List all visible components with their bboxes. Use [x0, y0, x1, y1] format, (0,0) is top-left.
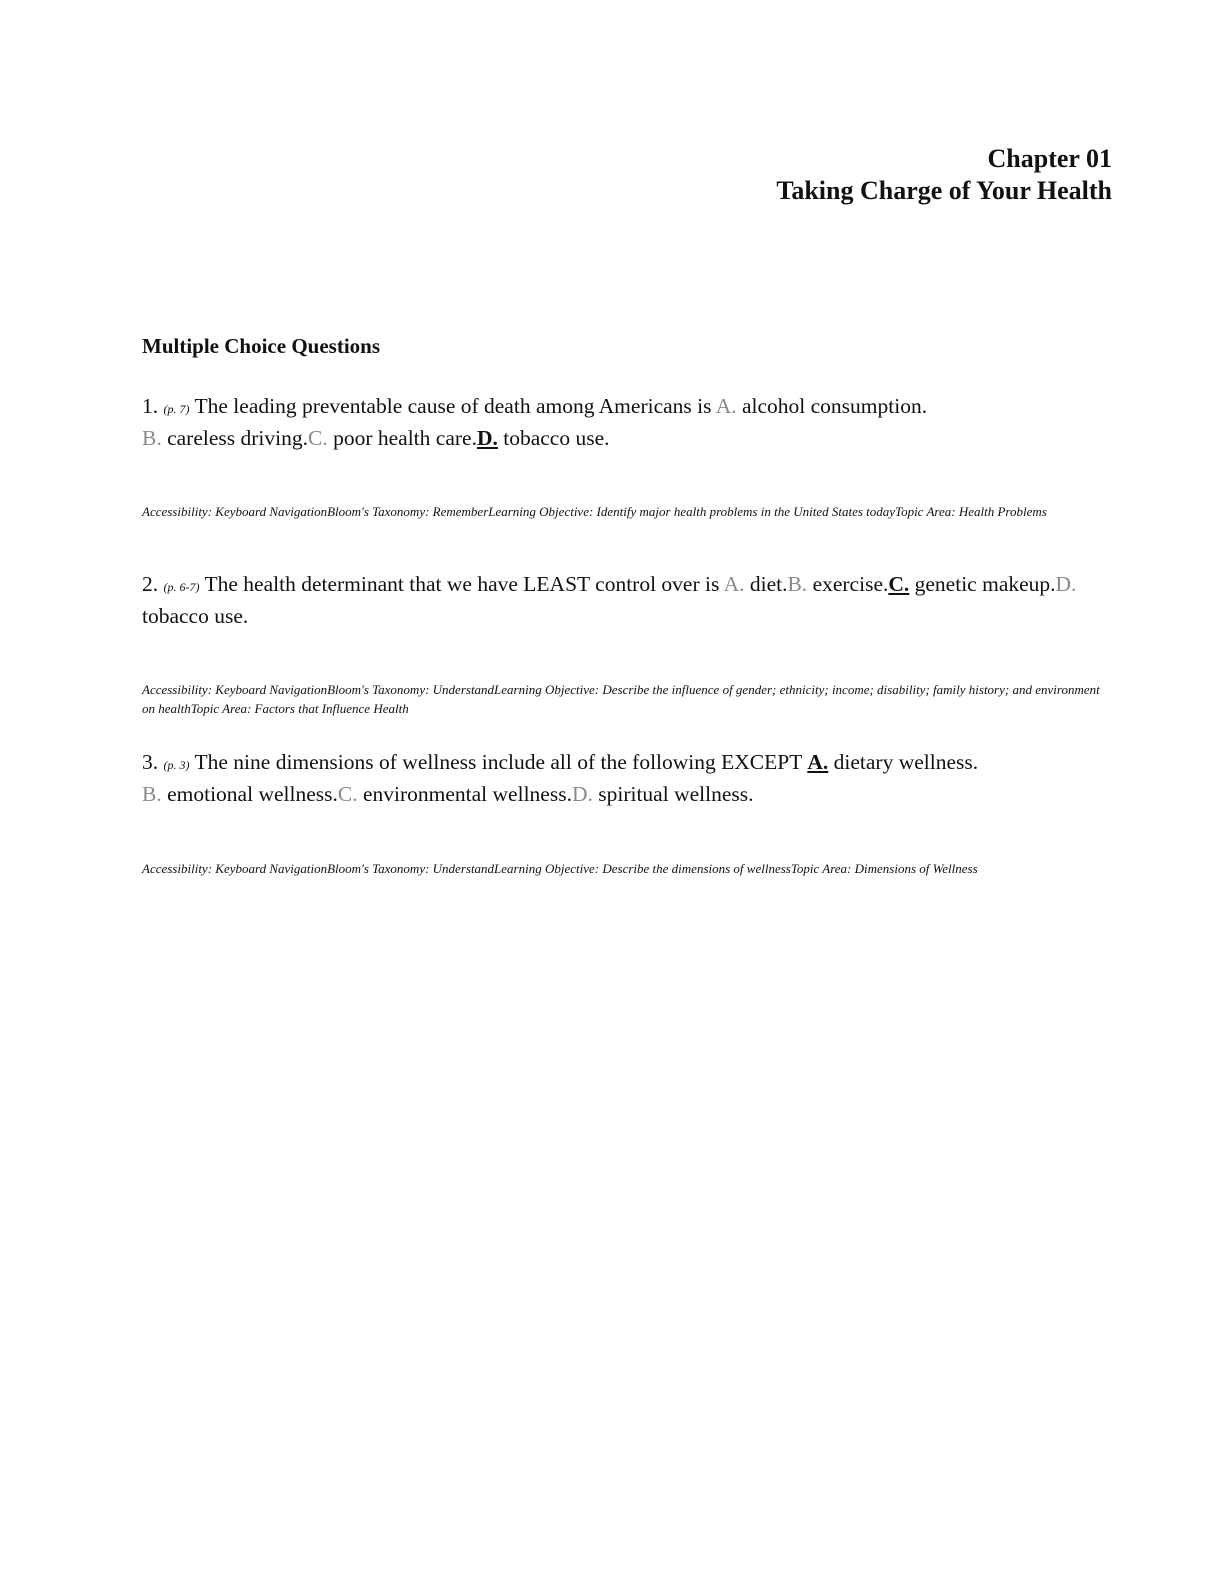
question-number: 3. — [142, 750, 159, 774]
chapter-number: Chapter 01 — [987, 144, 1112, 173]
option-text-c: poor health care. — [333, 425, 477, 450]
chapter-header — [776, 143, 1112, 207]
section-title: Multiple Choice Questions — [142, 334, 381, 358]
question-stem: The leading preventable cause of death among Americans is — [194, 394, 712, 418]
option-text-b: emotional wellness. — [167, 781, 338, 806]
option-text-a: dietary wellness. — [833, 750, 979, 774]
page-reference: (p. 3) — [163, 758, 190, 772]
option-letter-b: B. — [142, 781, 162, 806]
question-2 — [142, 570, 1087, 630]
correct-option-letter-d: D. — [476, 425, 498, 450]
option-letter-d: D. — [571, 781, 593, 806]
correct-option-letter-c: C. — [888, 572, 910, 596]
option-text-a: alcohol consumption. — [741, 394, 928, 418]
option-text-a: diet. — [749, 572, 788, 596]
option-text-b: exercise. — [812, 572, 889, 596]
option-text-d: tobacco use. — [142, 603, 249, 628]
question-stem: The nine dimensions of wellness include all of the following EXCEPT — [194, 750, 802, 774]
page-reference: (p. 7) — [163, 402, 190, 416]
question-1-metadata: Accessibility: Keyboard NavigationBloom's Taxonomy: RememberLearning Objective: Identify major health problems in the United States todayTopic Area: Health Problems — [142, 504, 1047, 519]
correct-option-letter-a: A. — [807, 750, 829, 774]
option-text-c: genetic makeup. — [914, 572, 1056, 596]
option-letter-a: A. — [723, 572, 745, 596]
option-letter-a: A. — [715, 394, 737, 418]
question-1 — [142, 392, 1087, 452]
question-3 — [142, 748, 1087, 808]
option-text-c: environmental wellness. — [362, 781, 572, 806]
question-number: 1. — [142, 394, 159, 418]
option-text-d: tobacco use. — [503, 425, 610, 450]
option-text-d: spiritual wellness. — [598, 781, 754, 806]
question-number: 2. — [142, 572, 159, 596]
page-reference: (p. 6-7) — [163, 580, 200, 594]
question-3-metadata: Accessibility: Keyboard NavigationBloom's Taxonomy: UnderstandLearning Objective: Describe the dimensions of wellnessTopic Area: Dimensions of Wellness — [142, 861, 978, 876]
question-2-metadata: Accessibility: Keyboard NavigationBloom's Taxonomy: UnderstandLearning Objective: Describe the influence of gender; ethnicity; income; disability; family history; and environment on healthTopic Area: Factors that Influence Health — [142, 682, 1100, 716]
option-letter-c: C. — [308, 425, 328, 450]
option-letter-d: D. — [1055, 572, 1077, 596]
option-letter-b: B. — [142, 425, 162, 450]
option-letter-b: B. — [787, 572, 808, 596]
chapter-title: Taking Charge of Your Health — [776, 176, 1112, 205]
option-letter-c: C. — [337, 781, 358, 806]
question-stem: The health determinant that we have LEAST control over is — [204, 572, 720, 596]
option-text-b: careless driving. — [167, 425, 308, 450]
